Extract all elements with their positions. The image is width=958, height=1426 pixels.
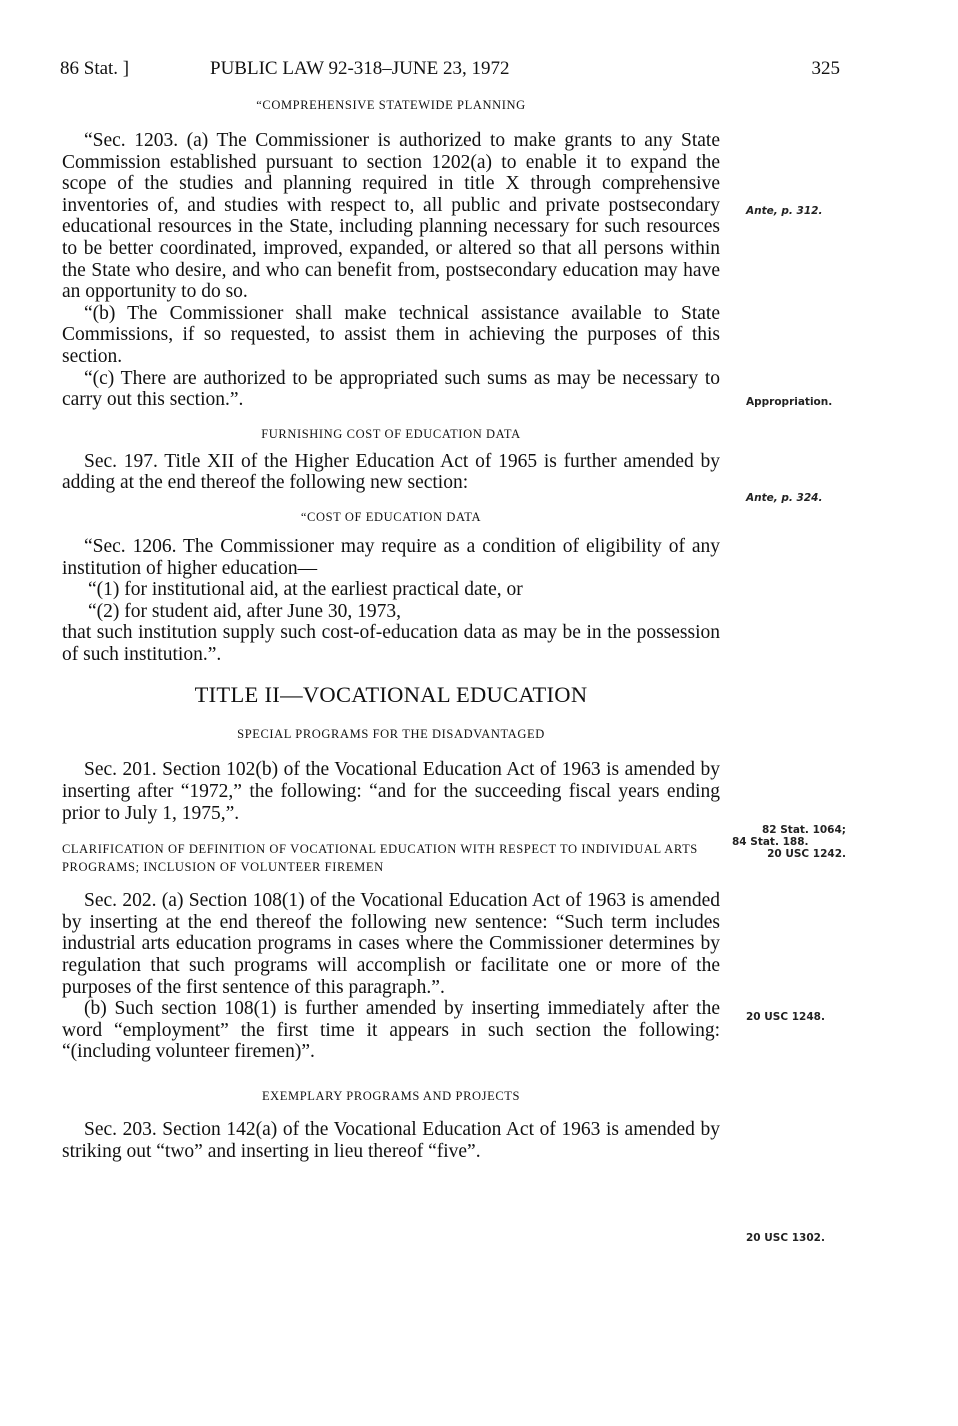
running-header [60, 58, 840, 86]
paragraph-sec-202-b: (b) Such section 108(1) is further amended by inserting immediately after the word “employment” the first time it appears in such section the following: “(including volunteer firemen)”. [62, 998, 720, 1063]
law-title: PUBLIC LAW 92-318–JUNE 23, 1972 [210, 58, 510, 79]
paragraph-sec-197: Sec. 197. Title XII of the Higher Education Act of 1965 is further amended by adding at the end thereof the following new section: [62, 450, 720, 494]
margin-note-appropriation: Appropriation. [746, 396, 833, 408]
margin-note-stat-citation: 82 Stat. 1064; 84 Stat. 188. 20 USC 1242. [732, 824, 846, 860]
paragraph-clause-1: “(1) for institutional aid, at the earliest practical date, or [88, 579, 523, 601]
heading-comprehensive-planning: “COMPREHENSIVE STATEWIDE PLANNING [256, 98, 526, 112]
paragraph-sec-1203-a: “Sec. 1203. (a) The Commissioner is authorized to make grants to any State Commission established pursuant to section 1202(a) to enable it to expand the scope of the studies and planning required in title X through comprehensive inventories of, and studies with respect to, all public and private postsecondary educational resources in the State, including planning necessary for such resources to be better coordinated, improved, expanded, or altered so that all persons within the State who desire, and who can benefit from, postsecondary education may have an opportunity to do so. [62, 130, 720, 303]
paragraph-sec-1206: “Sec. 1206. The Commissioner may require as a condition of eligibility of any institution of higher education— [62, 535, 720, 579]
document-body [62, 96, 720, 1162]
statute-volume: 86 Stat. ] [60, 58, 130, 79]
paragraph-sec-1203-c: “(c) There are authorized to be appropriated such sums as may be necessary to carry out this section.”. [62, 367, 720, 411]
margin-note-ante-312: Ante, p. 312. [746, 205, 823, 217]
paragraph-sec-1203-b: “(b) The Commissioner shall make technical assistance available to State Commissions, if so requested, to assist them in achieving the purposes of this section. [62, 302, 720, 367]
margin-note-ante-324: Ante, p. 324. [746, 492, 823, 504]
heading-furnishing-cost: FURNISHING COST OF EDUCATION DATA [261, 426, 521, 441]
paragraph-sec-202-a: Sec. 202. (a) Section 108(1) of the Vocational Education Act of 1963 is amended by inserting at the end thereof the following new sentence: “Such term includes industrial arts education programs in cases where the Commissioner determines by regulation that such programs will accomplish or facilitate one or more of the purposes of the first sentence of this paragraph.”. [62, 890, 720, 998]
heading-exemplary-programs: EXEMPLARY PROGRAMS AND PROJECTS [261, 1089, 521, 1103]
margin-note-usc-1248: 20 USC 1248. [746, 1011, 825, 1023]
page-number: 325 [811, 58, 840, 79]
paragraph-sec-201: Sec. 201. Section 102(b) of the Vocational Education Act of 1963 is amended by inserting after “1972,” the following: “and for the succeeding fiscal years ending prior to July 1, 1975,”. [62, 759, 720, 824]
heading-special-programs: SPECIAL PROGRAMS FOR THE DISADVANTAGED [237, 727, 545, 742]
paragraph-clause-2: “(2) for student aid, after June 30, 1973, [88, 600, 401, 622]
margin-note-usc-1302: 20 USC 1302. [746, 1232, 825, 1244]
heading-clarification: CLARIFICATION OF DEFINITION OF VOCATIONAL EDUCATION WITH RESPECT TO INDIVIDUAL ARTS PROGRAMS; INCLUSION OF VOLUNTEER FIREMEN [62, 842, 698, 875]
heading-cost-of-education: “COST OF EDUCATION DATA [300, 509, 482, 524]
paragraph-sec-203: Sec. 203. Section 142(a) of the Vocational Education Act of 1963 is amended by striking out “two” and inserting in lieu thereof “five”. [62, 1119, 720, 1162]
title-ii-heading: TITLE II—VOCATIONAL EDUCATION [194, 682, 588, 708]
paragraph-sec-1206-end: that such institution supply such cost-of-education data as may be in the possession of such institution.”. [62, 622, 720, 665]
